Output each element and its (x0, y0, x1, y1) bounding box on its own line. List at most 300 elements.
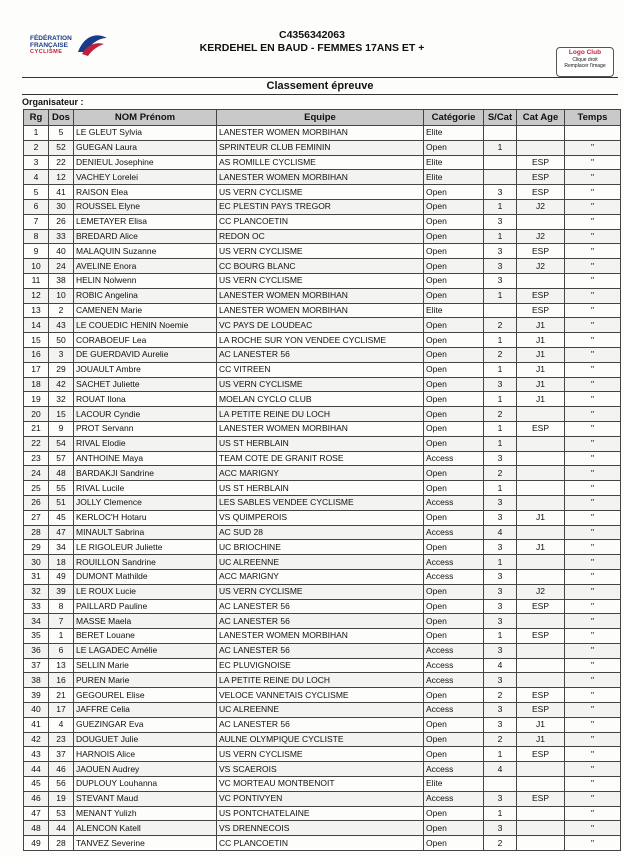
cell-time: " (565, 732, 621, 747)
cell-name: AVELINE Enora (74, 259, 217, 274)
cell-rank: 36 (24, 643, 49, 658)
cell-time: " (565, 569, 621, 584)
cell-category: Elite (424, 170, 484, 185)
cell-name: PUREN Marie (74, 673, 217, 688)
cell-category: Open (424, 347, 484, 362)
table-row (24, 629, 621, 644)
cell-name: SELLIN Marie (74, 658, 217, 673)
table-row (24, 614, 621, 629)
cell-category: Elite (424, 126, 484, 141)
cell-time: " (565, 392, 621, 407)
cell-name: GUEGAN Laura (74, 140, 217, 155)
cell-bib: 54 (49, 436, 74, 451)
cell-name: LE RIGOLEUR Juliette (74, 540, 217, 555)
cell-bib: 49 (49, 569, 74, 584)
table-row (24, 347, 621, 362)
cell-category: Access (424, 673, 484, 688)
cell-name: MINAULT Sabrina (74, 525, 217, 540)
cell-category: Open (424, 259, 484, 274)
cell-category: Access (424, 643, 484, 658)
cell-bib: 21 (49, 688, 74, 703)
cell-age-category (517, 643, 565, 658)
table-row (24, 155, 621, 170)
cell-name: ALENCON Katell (74, 821, 217, 836)
cell-age-category (517, 481, 565, 496)
cell-bib: 40 (49, 244, 74, 259)
cell-bib: 57 (49, 451, 74, 466)
table-row (24, 481, 621, 496)
cell-name: JOLLY Clemence (74, 495, 217, 510)
cell-age-category (517, 806, 565, 821)
cell-name: LE LAGADEC Amélie (74, 643, 217, 658)
table-row (24, 288, 621, 303)
cell-category: Open (424, 688, 484, 703)
cell-age-category: J2 (517, 584, 565, 599)
cell-team: VS SCAEROIS (217, 762, 424, 777)
cell-age-category (517, 214, 565, 229)
cell-category: Open (424, 614, 484, 629)
cell-category: Access (424, 525, 484, 540)
cell-team: LES SABLES VENDEE CYCLISME (217, 495, 424, 510)
table-row (24, 466, 621, 481)
cell-bib: 9 (49, 421, 74, 436)
cell-time: " (565, 318, 621, 333)
cell-category: Open (424, 421, 484, 436)
cell-team: VC MORTEAU MONTBENOIT (217, 777, 424, 792)
table-row (24, 762, 621, 777)
cell-time: " (565, 199, 621, 214)
cell-age-category (517, 451, 565, 466)
cell-age-category: ESP (517, 288, 565, 303)
cell-subcategory: 2 (484, 688, 517, 703)
table-row (24, 451, 621, 466)
table-row (24, 407, 621, 422)
cell-rank: 31 (24, 569, 49, 584)
cell-category: Access (424, 791, 484, 806)
table-row (24, 214, 621, 229)
cell-subcategory (484, 170, 517, 185)
table-row (24, 333, 621, 348)
cell-age-category: ESP (517, 421, 565, 436)
cell-bib: 5 (49, 126, 74, 141)
cell-bib: 29 (49, 362, 74, 377)
cell-bib: 39 (49, 584, 74, 599)
cell-rank: 6 (24, 199, 49, 214)
cell-rank: 12 (24, 288, 49, 303)
cell-category: Access (424, 555, 484, 570)
cell-category: Open (424, 821, 484, 836)
cell-team: REDON OC (217, 229, 424, 244)
col-header-subcategory: S/Cat (484, 110, 517, 126)
cell-team: CC PLANCOETIN (217, 836, 424, 851)
cell-time: " (565, 510, 621, 525)
cell-age-category: J1 (517, 510, 565, 525)
cell-subcategory: 4 (484, 525, 517, 540)
cell-time: " (565, 170, 621, 185)
cell-time: " (565, 540, 621, 555)
cell-subcategory: 2 (484, 466, 517, 481)
cell-subcategory: 1 (484, 140, 517, 155)
cell-rank: 25 (24, 481, 49, 496)
cell-subcategory: 1 (484, 555, 517, 570)
cell-rank: 27 (24, 510, 49, 525)
cell-time: " (565, 495, 621, 510)
section-title: Classement épreuve (266, 80, 374, 92)
cell-rank: 47 (24, 806, 49, 821)
table-row (24, 303, 621, 318)
cell-rank: 23 (24, 451, 49, 466)
col-header-team: Equipe (217, 110, 424, 126)
cell-bib: 55 (49, 481, 74, 496)
cell-bib: 2 (49, 303, 74, 318)
cell-subcategory: 1 (484, 629, 517, 644)
cell-age-category (517, 762, 565, 777)
race-code: C4356342063 (279, 29, 345, 41)
cell-subcategory: 1 (484, 436, 517, 451)
cell-age-category (517, 555, 565, 570)
logo-club-line-1: Clique droit (572, 57, 598, 63)
col-header-bib: Dos (49, 110, 74, 126)
table-row (24, 599, 621, 614)
table-row (24, 821, 621, 836)
cell-age-category: ESP (517, 703, 565, 718)
cell-bib: 18 (49, 555, 74, 570)
cell-name: PROT Servann (74, 421, 217, 436)
cell-team: EC PLUVIGNOISE (217, 658, 424, 673)
table-row (24, 717, 621, 732)
cell-team: SPRINTEUR CLUB FEMININ (217, 140, 424, 155)
cell-rank: 29 (24, 540, 49, 555)
cell-rank: 3 (24, 155, 49, 170)
cell-category: Access (424, 451, 484, 466)
cell-bib: 56 (49, 777, 74, 792)
cell-rank: 10 (24, 259, 49, 274)
cell-subcategory (484, 303, 517, 318)
cell-age-category (517, 140, 565, 155)
cell-bib: 43 (49, 318, 74, 333)
cell-team: EC PLESTIN PAYS TREGOR (217, 199, 424, 214)
cell-time: " (565, 451, 621, 466)
cell-category: Access (424, 762, 484, 777)
cell-subcategory: 3 (484, 584, 517, 599)
cell-time: " (565, 229, 621, 244)
cell-subcategory: 3 (484, 214, 517, 229)
table-row (24, 747, 621, 762)
cell-time: " (565, 791, 621, 806)
cell-name: JAFFRE Celia (74, 703, 217, 718)
table-row (24, 584, 621, 599)
table-row (24, 510, 621, 525)
cell-bib: 10 (49, 288, 74, 303)
cell-team: VS DRENNECOIS (217, 821, 424, 836)
cell-category: Open (424, 392, 484, 407)
cell-bib: 8 (49, 599, 74, 614)
cell-subcategory: 3 (484, 821, 517, 836)
cell-category: Open (424, 747, 484, 762)
cell-team: US VERN CYCLISME (217, 273, 424, 288)
cell-bib: 38 (49, 273, 74, 288)
cell-team: AS ROMILLE CYCLISME (217, 155, 424, 170)
cell-name: DUPLOUY Louhanna (74, 777, 217, 792)
cell-bib: 41 (49, 185, 74, 200)
cell-rank: 49 (24, 836, 49, 851)
table-row (24, 658, 621, 673)
cell-team: LANESTER WOMEN MORBIHAN (217, 421, 424, 436)
cell-bib: 4 (49, 717, 74, 732)
cell-bib: 45 (49, 510, 74, 525)
cell-team: VELOCE VANNETAIS CYCLISME (217, 688, 424, 703)
cell-category: Access (424, 703, 484, 718)
table-row (24, 229, 621, 244)
cell-rank: 4 (24, 170, 49, 185)
cell-age-category (517, 273, 565, 288)
table-row (24, 540, 621, 555)
cell-name: SACHET Juliette (74, 377, 217, 392)
cell-subcategory: 1 (484, 806, 517, 821)
cell-time: " (565, 436, 621, 451)
cell-age-category (517, 658, 565, 673)
table-header-row (24, 110, 621, 126)
cell-name: VACHEY Lorelei (74, 170, 217, 185)
cell-category: Open (424, 481, 484, 496)
cell-name: BREDARD Alice (74, 229, 217, 244)
cell-rank: 38 (24, 673, 49, 688)
cell-name: DE GUERDAVID Aurelie (74, 347, 217, 362)
table-row (24, 170, 621, 185)
cell-time: " (565, 688, 621, 703)
cell-bib: 7 (49, 614, 74, 629)
cell-name: TANVEZ Severine (74, 836, 217, 851)
cell-rank: 39 (24, 688, 49, 703)
cell-rank: 45 (24, 777, 49, 792)
cell-subcategory: 1 (484, 392, 517, 407)
cell-age-category: J1 (517, 347, 565, 362)
col-header-rank: Rg (24, 110, 49, 126)
cell-subcategory (484, 126, 517, 141)
cell-subcategory: 3 (484, 569, 517, 584)
cell-time: " (565, 481, 621, 496)
cell-subcategory: 3 (484, 510, 517, 525)
cell-rank: 48 (24, 821, 49, 836)
cell-age-category: J2 (517, 259, 565, 274)
cell-team: US ST HERBLAIN (217, 436, 424, 451)
cell-time: " (565, 614, 621, 629)
table-row (24, 806, 621, 821)
cell-name: BERET Louane (74, 629, 217, 644)
cell-category: Open (424, 732, 484, 747)
cell-name: ANTHOINE Maya (74, 451, 217, 466)
cell-category: Open (424, 199, 484, 214)
cell-category: Open (424, 629, 484, 644)
cell-bib: 16 (49, 673, 74, 688)
cell-time: " (565, 155, 621, 170)
cell-rank: 22 (24, 436, 49, 451)
cell-bib: 17 (49, 703, 74, 718)
cell-time: " (565, 525, 621, 540)
logo-club-placeholder[interactable] (556, 47, 614, 77)
cell-name: RAISON Elea (74, 185, 217, 200)
table-row (24, 732, 621, 747)
cell-bib: 46 (49, 762, 74, 777)
cell-team: LANESTER WOMEN MORBIHAN (217, 126, 424, 141)
cell-rank: 17 (24, 362, 49, 377)
cell-subcategory: 1 (484, 747, 517, 762)
cell-team: US VERN CYCLISME (217, 185, 424, 200)
cell-age-category: J1 (517, 717, 565, 732)
table-row (24, 140, 621, 155)
cell-category: Open (424, 214, 484, 229)
cell-category: Open (424, 584, 484, 599)
cell-bib: 33 (49, 229, 74, 244)
cell-time: " (565, 377, 621, 392)
cell-bib: 37 (49, 747, 74, 762)
cell-age-category: ESP (517, 791, 565, 806)
cell-rank: 7 (24, 214, 49, 229)
cell-name: BARDAKJI Sandrine (74, 466, 217, 481)
cell-rank: 26 (24, 495, 49, 510)
table-row (24, 199, 621, 214)
cell-category: Access (424, 658, 484, 673)
cell-rank: 35 (24, 629, 49, 644)
cell-team: AC LANESTER 56 (217, 614, 424, 629)
table-row (24, 392, 621, 407)
cell-rank: 30 (24, 555, 49, 570)
table-row (24, 525, 621, 540)
cell-team: AC SUD 28 (217, 525, 424, 540)
cell-rank: 15 (24, 333, 49, 348)
cell-rank: 2 (24, 140, 49, 155)
cell-name: STEVANT Maud (74, 791, 217, 806)
cell-team: AC LANESTER 56 (217, 347, 424, 362)
cell-time: " (565, 806, 621, 821)
cell-category: Open (424, 466, 484, 481)
cell-bib: 19 (49, 791, 74, 806)
results-table (23, 109, 621, 851)
cell-subcategory: 3 (484, 377, 517, 392)
cell-age-category: ESP (517, 747, 565, 762)
cell-subcategory: 1 (484, 199, 517, 214)
cell-rank: 41 (24, 717, 49, 732)
race-title: KERDEHEL EN BAUD - FEMMES 17ANS ET + (199, 42, 425, 54)
cell-rank: 19 (24, 392, 49, 407)
cell-age-category: J1 (517, 362, 565, 377)
cell-rank: 16 (24, 347, 49, 362)
cell-name: LE COUEDIC HENIN Noemie (74, 318, 217, 333)
cell-rank: 28 (24, 525, 49, 540)
cell-bib: 15 (49, 407, 74, 422)
cell-rank: 5 (24, 185, 49, 200)
cell-team: VC PONTIVYEN (217, 791, 424, 806)
cell-rank: 40 (24, 703, 49, 718)
cell-age-category: ESP (517, 303, 565, 318)
cell-subcategory: 3 (484, 244, 517, 259)
cell-name: MENANT Yulizh (74, 806, 217, 821)
table-row (24, 273, 621, 288)
cell-subcategory: 1 (484, 481, 517, 496)
cell-rank: 24 (24, 466, 49, 481)
cell-bib: 28 (49, 836, 74, 851)
cell-subcategory: 4 (484, 762, 517, 777)
cell-category: Open (424, 288, 484, 303)
cell-subcategory: 3 (484, 451, 517, 466)
cell-age-category: ESP (517, 155, 565, 170)
cell-time: " (565, 347, 621, 362)
table-row (24, 436, 621, 451)
cell-team: LANESTER WOMEN MORBIHAN (217, 170, 424, 185)
cell-age-category: ESP (517, 599, 565, 614)
cell-rank: 33 (24, 599, 49, 614)
cell-subcategory: 2 (484, 732, 517, 747)
cell-team: US VERN CYCLISME (217, 377, 424, 392)
cell-category: Open (424, 362, 484, 377)
cell-subcategory: 2 (484, 407, 517, 422)
cell-name: RIVAL Lucile (74, 481, 217, 496)
cell-time: " (565, 362, 621, 377)
cell-team: TEAM COTE DE GRANIT ROSE (217, 451, 424, 466)
cell-name: RIVAL Elodie (74, 436, 217, 451)
table-row (24, 185, 621, 200)
cell-rank: 20 (24, 407, 49, 422)
table-row (24, 673, 621, 688)
cell-time: " (565, 466, 621, 481)
col-header-name: NOM Prénom (74, 110, 217, 126)
cell-name: KERLOC'H Hotaru (74, 510, 217, 525)
cell-bib: 50 (49, 333, 74, 348)
cell-bib: 32 (49, 392, 74, 407)
cell-rank: 1 (24, 126, 49, 141)
cell-team: LA ROCHE SUR YON VENDEE CYCLISME (217, 333, 424, 348)
logo-line-2: FRANÇAISE (30, 42, 68, 49)
cell-category: Elite (424, 155, 484, 170)
cell-rank: 9 (24, 244, 49, 259)
logo-line-3: CYCLISME (30, 49, 63, 55)
cell-name: GEGOUREL Elise (74, 688, 217, 703)
cell-category: Open (424, 140, 484, 155)
cell-rank: 46 (24, 791, 49, 806)
cell-team: UC ALREENNE (217, 703, 424, 718)
cell-subcategory: 3 (484, 673, 517, 688)
cell-team: AC LANESTER 56 (217, 717, 424, 732)
table-row (24, 791, 621, 806)
cell-bib: 22 (49, 155, 74, 170)
cell-age-category (517, 836, 565, 851)
cell-subcategory: 3 (484, 185, 517, 200)
cell-team: AULNE OLYMPIQUE CYCLISTE (217, 732, 424, 747)
cell-time: " (565, 288, 621, 303)
cell-team: ACC MARIGNY (217, 569, 424, 584)
cell-team: CC VITREEN (217, 362, 424, 377)
table-row (24, 259, 621, 274)
table-row (24, 777, 621, 792)
table-row (24, 377, 621, 392)
cell-rank: 18 (24, 377, 49, 392)
table-row (24, 569, 621, 584)
cell-name: GUEZINGAR Eva (74, 717, 217, 732)
cell-bib: 48 (49, 466, 74, 481)
organisateur-label: Organisateur : (22, 97, 84, 107)
cell-category: Open (424, 599, 484, 614)
cell-subcategory (484, 777, 517, 792)
cell-time: " (565, 643, 621, 658)
cell-team: US VERN CYCLISME (217, 244, 424, 259)
cell-bib: 47 (49, 525, 74, 540)
table-row (24, 703, 621, 718)
cell-subcategory: 3 (484, 791, 517, 806)
cell-name: CAMENEN Marie (74, 303, 217, 318)
cell-category: Elite (424, 303, 484, 318)
divider-top (22, 77, 618, 78)
cell-team: VS QUIMPEROIS (217, 510, 424, 525)
